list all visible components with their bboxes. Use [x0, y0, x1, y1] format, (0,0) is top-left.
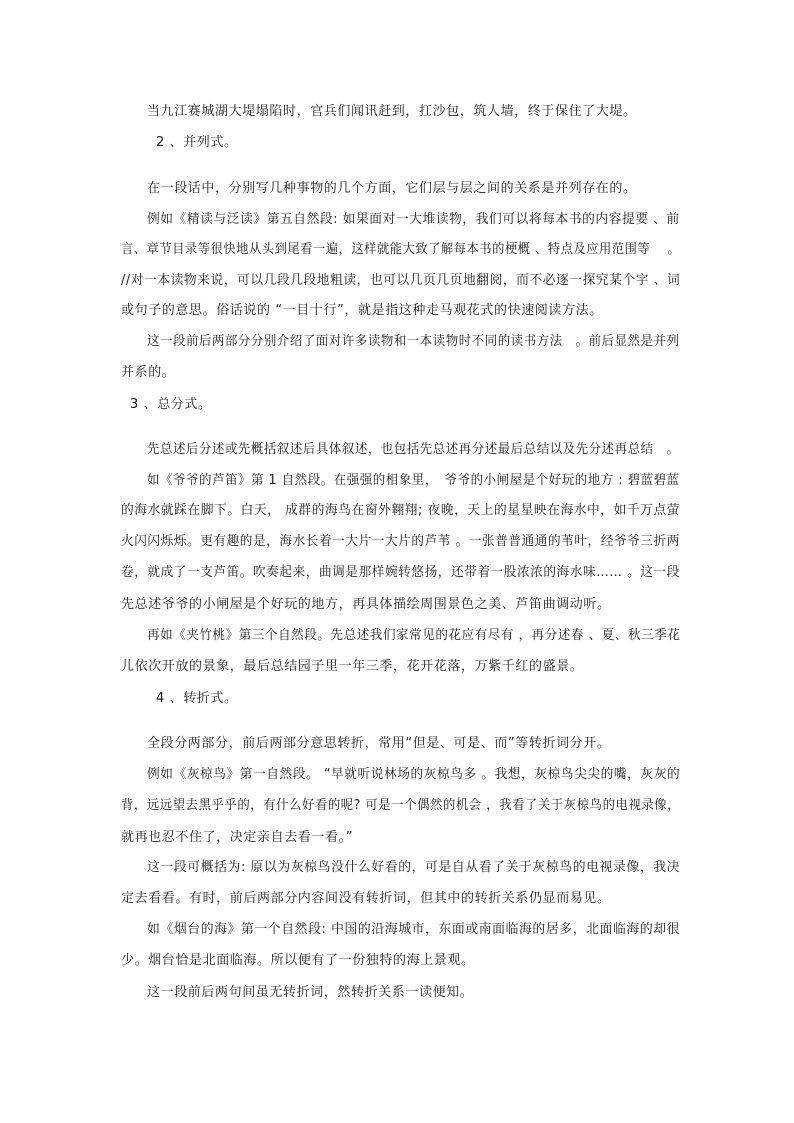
text-line-6: //对一本读物来说，可以几段几段地粗读，也可以几页几页地翻阅，而不必逐一探究某个字 、词	[121, 273, 681, 288]
text-line-14: 火闪闪烁烁。更有趣的是，海水长着一大片一大片的芦苇 。一张普普通通的苇叶，经爷爷三折两	[121, 534, 680, 549]
text-line-11: 先总述后分述或先概括叙述后具体叙述，也包括先总述再分述最后总结以及先分述再总结 。	[147, 442, 680, 457]
text-line-8: 这一段前后两部分分别介绍了面对许多读物和一本读物时不同的读书方法 。前后显然是并列	[147, 334, 680, 349]
text-line-24: 这一段可概括为: 原以为灰椋鸟没什么好看的，可是自从看了关于灰椋鸟的电视录像，我决	[147, 860, 681, 875]
section-heading-parallel: 2 、并列式。	[156, 135, 238, 150]
text-line-9: 并系的。	[121, 365, 176, 380]
text-line-12: 如《爷爷的芦笛》第 1 自然段。在强强的相象里， 爷爷的小闸屋是个好玩的地方 : 碧蓝碧蓝	[147, 473, 680, 488]
text-line-5: 言、章节目录等很快地从头到尾看一遍，这样就能大致了解每本书的梗概 、特点及应用范围等 。	[121, 242, 681, 257]
text-line-13: 的海水就踩在脚下。白天， 成群的海鸟在窗外翱翔; 夜晚，天上的星星映在海水中，如千万点萤	[121, 503, 681, 518]
text-line-23: 就再也忍不住了，决定亲自去看一看。”	[121, 830, 354, 845]
text-line-15: 卷，就成了一支芦笛。吹奏起来，曲调是那样婉转悠扬，还带着一股浓浓的海水味…… 。这一段	[121, 565, 680, 580]
text-line-16: 先总述爷爷的小闸屋是个好玩的地方，再具体描绘周围景色之美、芦笛曲调动听。	[121, 597, 611, 612]
text-line-20: 全段分两部分，前后两部分意思转折，常用“但是、可是、而”等转折词分开。	[147, 736, 611, 751]
section-heading-turning: 4 、转折式。	[156, 691, 238, 706]
text-line-26: 如《烟台的海》第一个自然段: 中国的沿海城市，东面或南面临海的居多，北面临海的却很	[147, 922, 681, 937]
text-line-28: 这一段前后两句间虽无转折词，然转折关系一读便知。	[147, 985, 474, 1000]
text-line-4: 例如《精读与泛读》第五自然段: 如果面对一大堆读物，我们可以将每本书的内容提要 、前	[147, 212, 680, 227]
text-line-21: 例如《灰椋鸟》第一自然段。 “早就听说林场的灰椋鸟多 。我想，灰椋鸟尖尖的嘴，灰灰的	[147, 767, 681, 782]
text-line-1: 当九江赛城湖大堤塌陷时，官兵们闻讯赶到，扛沙包，筑人墙，终于保住了大堤。	[147, 104, 637, 119]
text-line-22: 背，远远望去黑乎乎的，有什么好看的呢? 可是一个偶然的机会 ，我看了关于灰椋鸟的电视录像，	[121, 798, 681, 813]
text-line-18: 儿依次开放的景象，最后总结园子里一年三季，花开花落，万紫千红的盛景。	[121, 659, 584, 674]
text-line-25: 定去看看。有时，前后两部分内容间没有转折词，但其中的转折关系仍显而易见。	[121, 891, 611, 906]
section-heading-general-specific: 3 、总分式。	[130, 397, 212, 412]
text-line-3: 在一段话中，分别写几种事物的几个方面，它们层与层之间的关系是并列存在的。	[147, 181, 637, 196]
text-line-7: 或句子的意思。俗话说的 “一目十行”，就是指这种走马观花式的快速阅读方法。	[121, 303, 603, 318]
text-line-17: 再如《夹竹桃》第三个自然段。先总述我们家常见的花应有尽有 ，再分述春 、夏、秋三季花	[147, 628, 681, 643]
text-line-27: 少。烟台恰是北面临海。所以便有了一份独特的海上景观。	[121, 953, 475, 968]
